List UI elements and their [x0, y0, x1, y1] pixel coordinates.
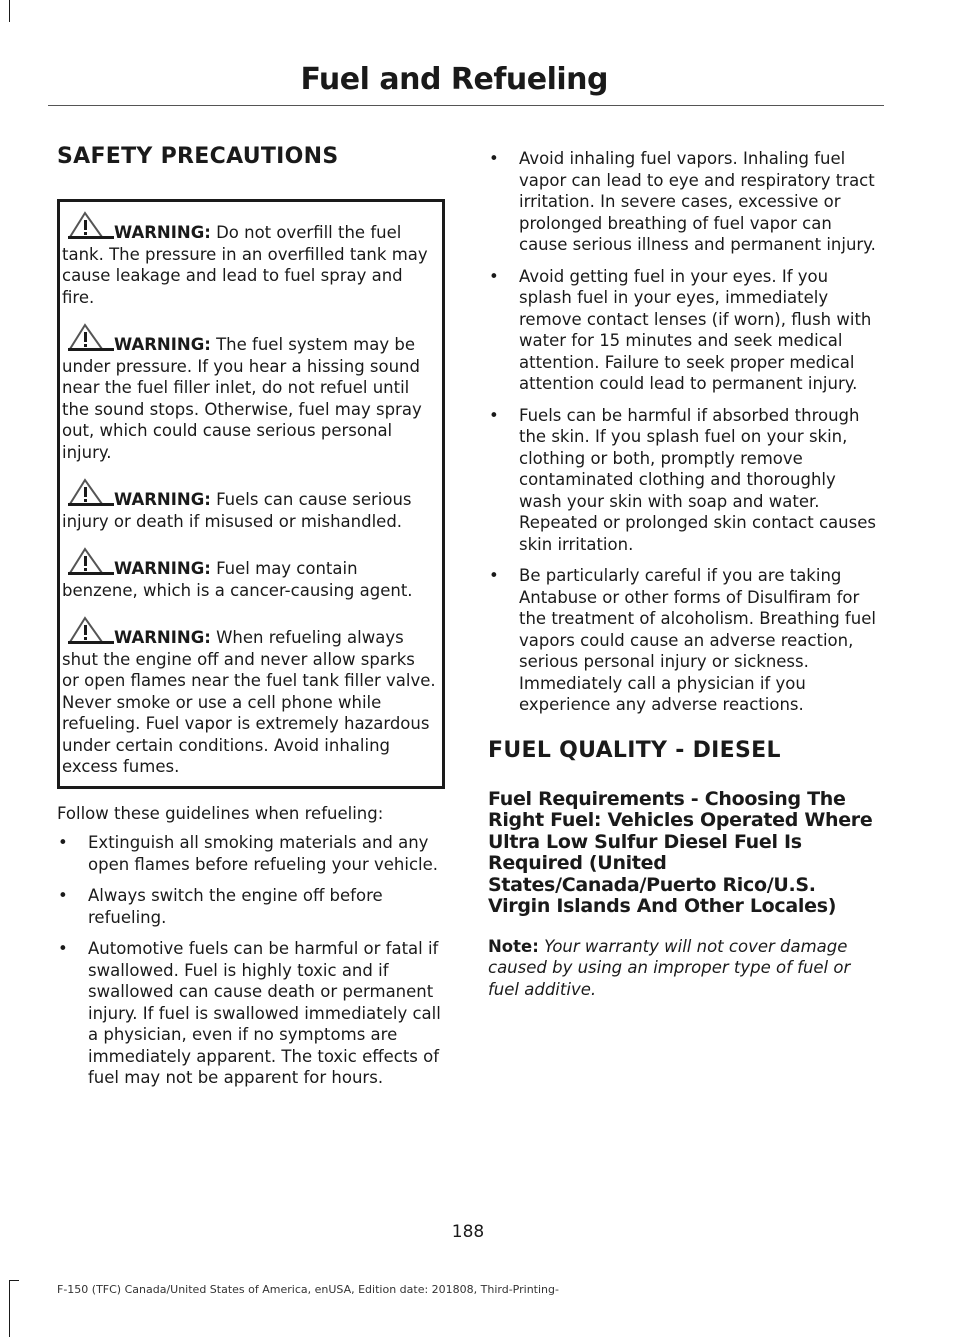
right-column [488, 148, 880, 1017]
warning-text: When refueling always shut the engine off and never allow sparks or open flames near the fuel tank filler valve. Never smoke or use a cell phone while refueling. Fuel vapor is extremely hazardous under certain conditions. Avoid inhaling excess fumes. [62, 628, 436, 776]
bullet-icon: • [489, 266, 499, 286]
list-item [57, 885, 445, 928]
list-item-text: Automotive fuels can be harmful or fatal if swallowed. Fuel is highly toxic and if swallowed can cause death or permanent injury. If fuel is swallowed immediately call a physician, even if no symptoms are immediately apparent. The toxic effects of fuel may not be apparent for hours. [88, 939, 441, 1087]
warning-item [62, 210, 436, 308]
warning-item [62, 546, 436, 601]
list-item [488, 266, 880, 395]
warning-triangle-icon [62, 546, 114, 570]
warning-item [62, 615, 436, 778]
list-item [488, 565, 880, 716]
warning-triangle-icon [62, 322, 114, 346]
warning-label: WARNING: [114, 335, 211, 354]
list-item-text: Always switch the engine off before refueling. [88, 886, 383, 927]
bullet-icon: • [489, 149, 499, 168]
warning-box [57, 199, 445, 789]
subheading-fuel-requirements: Fuel Requirements - Choosing The Right Fuel: Vehicles Operated Where Ultra Low Sulfur Diesel Fuel Is Required (United States/Canada/Puerto Rico/U.S. Virgin Islands And Other Locales) [488, 787, 873, 917]
note [488, 936, 880, 1001]
list-item-text: Avoid getting fuel in your eyes. If you splash fuel in your eyes, immediately remove contact lenses (if worn), flush with water for 15 minutes and seek medical attention. Failure to seek proper medical attention could lead to permanent injury. [519, 266, 872, 393]
crop-mark [9, 0, 10, 22]
list-item [57, 938, 445, 1089]
note-text: Your warranty will not cover damage caused by using an improper type of fuel or fuel additive. [488, 936, 851, 999]
warning-label: WARNING: [114, 628, 211, 647]
warning-label: WARNING: [114, 559, 211, 578]
warning-text: Fuel may contain benzene, which is a cancer-causing agent. [62, 559, 413, 600]
list-item-text: Extinguish all smoking materials and any open flames before refueling your vehicle. [88, 833, 439, 874]
right-bullet-list [488, 148, 880, 716]
warning-label: WARNING: [114, 223, 211, 242]
warning-text: Fuels can cause serious injury or death if misused or mishandled. [62, 490, 412, 531]
bullet-icon: • [489, 405, 499, 425]
bullet-icon: • [58, 833, 68, 852]
list-item [57, 832, 445, 875]
guidelines-intro: Follow these guidelines when refueling: [57, 803, 384, 823]
warning-triangle-icon [62, 210, 114, 234]
list-item-text: Fuels can be harmful if absorbed through the skin. If you splash fuel on your skin, clothing or both, promptly remove contaminated clothing and thoroughly wash your skin with soap and water. Repeated or prolonged skin contact causes skin irritation. [519, 405, 876, 554]
page-footer: F-150 (TFC) Canada/United States of America, enUSA, Edition date: 201808, Third-Printing- [57, 1283, 559, 1296]
list-item-text: Be particularly careful if you are taking Antabuse or other forms of Disulfiram for the treatment of alcoholism. Breathing fuel vapors could cause an adverse reaction, serious personal injury or sickness. Immediately call a physician if you experience any adverse reactions. [519, 566, 876, 714]
warning-text: The fuel system may be under pressure. If you hear a hissing sound near the fuel filler inlet, do not refuel until the sound stops. Otherwise, fuel may spray out, which could cause serious personal injury. [62, 335, 422, 462]
left-bullet-list [57, 832, 445, 1089]
bullet-icon: • [58, 939, 68, 958]
page-number: 188 [451, 1222, 485, 1242]
left-column [57, 130, 445, 1099]
crop-mark [9, 1280, 10, 1337]
warning-triangle-icon [62, 477, 114, 501]
bullet-icon: • [58, 886, 68, 905]
section-heading-safety: SAFETY PRECAUTIONS [57, 144, 339, 169]
warning-text: Do not overfill the fuel tank. The pressure in an overfilled tank may cause leakage and lead to fuel spray and fire. [62, 223, 428, 307]
list-item-text: Avoid inhaling fuel vapors. Inhaling fuel vapor can lead to eye and respiratory tract irritation. In severe cases, excessive or prolonged breathing of fuel vapor can cause serious illness and permanent injury. [519, 149, 876, 254]
bullet-icon: • [489, 566, 499, 585]
list-item [488, 148, 880, 256]
section-heading-fuel-quality: FUEL QUALITY - DIESEL [488, 737, 781, 763]
page-header-title: Fuel and Refueling [300, 62, 608, 97]
list-item [488, 405, 880, 556]
note-label: Note: [488, 936, 539, 956]
warning-label: WARNING: [114, 490, 211, 509]
warning-triangle-icon [62, 615, 114, 639]
crop-mark [9, 1280, 19, 1281]
header-divider [48, 105, 884, 106]
warning-item [62, 322, 436, 463]
warning-item [62, 477, 436, 532]
